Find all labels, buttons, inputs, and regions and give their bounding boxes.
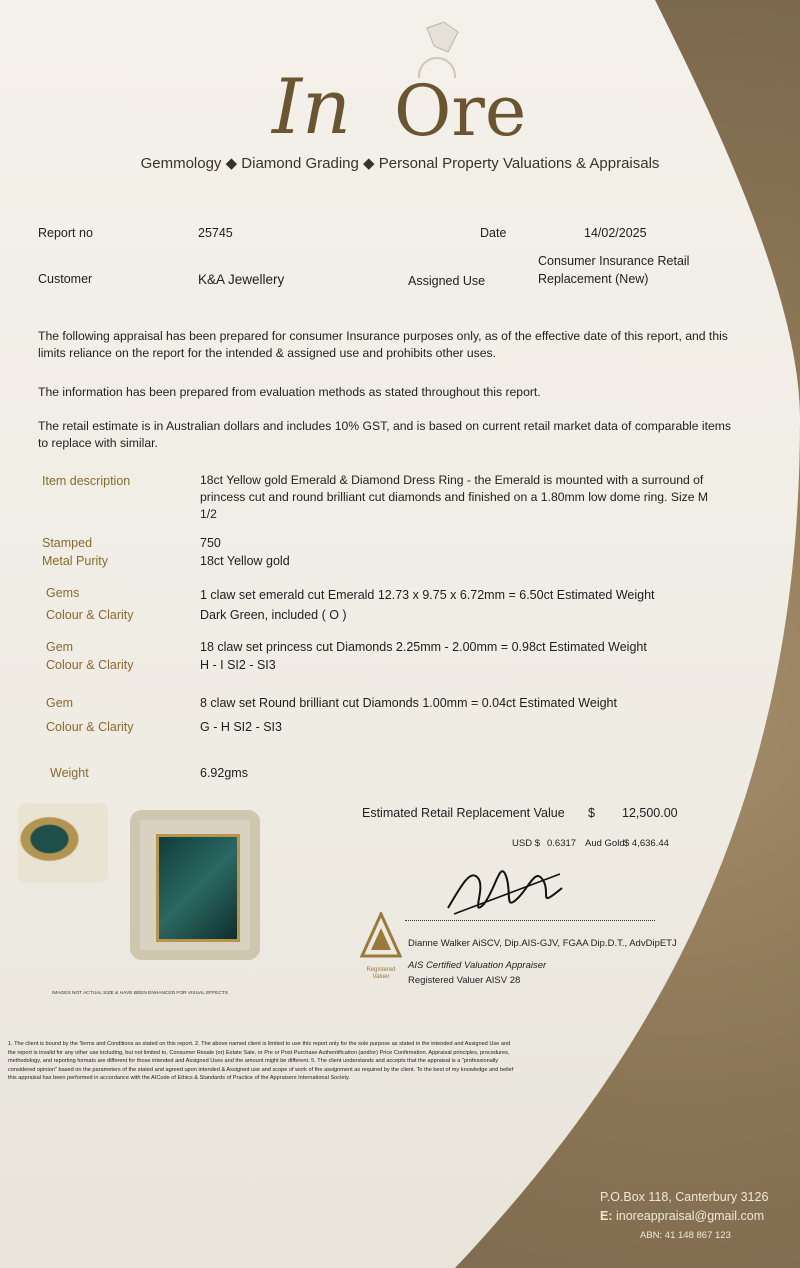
brand-logo bbox=[262, 18, 562, 152]
item-description-label: Item description bbox=[42, 474, 131, 488]
ring-front-photo bbox=[130, 810, 260, 960]
photo-caption: IMAGES NOT ACTUAL SIZE & HAVE BEEN ENHANCED FOR VISUAL EFFECTS bbox=[52, 991, 228, 996]
gem3-value: 8 claw set Round brilliant cut Diamonds 1.00mm = 0.04ct Estimated Weight bbox=[200, 696, 617, 710]
emerald-stone bbox=[156, 834, 240, 942]
gems-value: 1 claw set emerald cut Emerald 12.73 x 9.75 x 6.72mm = 6.50ct Estimated Weight bbox=[200, 588, 655, 602]
seal-text: Registered Valuer bbox=[366, 967, 396, 980]
weight-value: 6.92gms bbox=[200, 766, 248, 780]
appraiser-name: Dianne Walker AiSCV, Dip.AIS-GJV, FGAA Dip.D.T., AdvDipETJ bbox=[408, 938, 677, 949]
usd-rate: 0.6317 bbox=[547, 838, 577, 849]
gem2-value: 18 claw set princess cut Diamonds 2.25mm - 2.00mm = 0.98ct Estimated Weight bbox=[200, 640, 647, 654]
appraiser-registration: Registered Valuer AISV 28 bbox=[408, 975, 521, 986]
valuation-currency: $ bbox=[588, 806, 595, 820]
paragraph-retail-estimate: The retail estimate is in Australian dollars and includes 10% GST, and is based on current retail market data of comparable items to replace with similar. bbox=[38, 419, 732, 450]
valuation-label: Estimated Retail Replacement Value bbox=[362, 806, 565, 820]
contact-abn: ABN: 41 148 867 123 bbox=[640, 1230, 731, 1241]
gems-colour-clarity-label: Colour & Clarity bbox=[46, 608, 134, 622]
item-description-value: 18ct Yellow gold Emerald & Diamond Dress Ring - the Emerald is mounted with a surround of princess cut and round brilliant cut diamonds and finished on a 1.80mm low dome ring. Size M 1/2 bbox=[200, 473, 709, 521]
contact-email: inoreappraisal@gmail.com bbox=[615, 1209, 765, 1223]
gem3-label: Gem bbox=[46, 696, 74, 710]
customer-label: Customer bbox=[38, 272, 93, 286]
appraiser-title: AIS Certified Valuation Appraiser bbox=[408, 960, 547, 971]
valuer-seal bbox=[360, 912, 402, 982]
metal-purity-label: Metal Purity bbox=[42, 554, 108, 568]
gems-label: Gems bbox=[46, 586, 80, 600]
gem2-colour-clarity-label: Colour & Clarity bbox=[46, 658, 134, 672]
signature bbox=[440, 848, 570, 928]
aud-gold-label: Aud Gold bbox=[585, 838, 625, 849]
gem3-colour-clarity-value: G - H SI2 - SI3 bbox=[200, 720, 282, 734]
paragraph-methods: The information has been prepared from evaluation methods as stated throughout this report. bbox=[38, 385, 541, 399]
usd-label: USD $ bbox=[512, 838, 540, 849]
assigned-use-line2: Replacement (New) bbox=[538, 272, 649, 286]
signature-line bbox=[405, 920, 655, 921]
date-value: 14/02/2025 bbox=[584, 226, 647, 240]
customer-value: K&A Jewellery bbox=[198, 272, 285, 287]
valuation-amount: 12,500.00 bbox=[622, 806, 678, 820]
gems-colour-clarity-value: Dark Green, included ( O ) bbox=[200, 608, 347, 622]
contact-po-box: P.O.Box 118, Canterbury 3126 bbox=[600, 1190, 769, 1204]
stamped-label: Stamped bbox=[42, 536, 93, 550]
terms-text: 1. The client is bound by the Terms and Conditions as stated on this report. 2. The above named client is limited to use this report only for the sole purpose as stated in the intended and Assigned Use and the report is invalid for any other use including, but not limited to, Consumer Resale (or) Estate Sale, or Pre or Post Purchase Authentification (and/or) Price Confirmation. Appraisal principles, procedures, methodology, and reporting formats are different for those intended and Assigned Uses and the amount might be different. 5. The client understands and accepts that the appraisal is a "professionally considered opinion" based on the parameters of the stated and agreed upon intended & Assigned use and scope of work of the assignment as required by the client. To the best of my knowledge and belief this appraisal has been performed in accordance with the AICode of Ethics & Standards of Practice of the Appraisers International Society. bbox=[8, 1041, 514, 1082]
report-no-label: Report no bbox=[38, 226, 93, 240]
brand-tagline: Gemmology ◆ Diamond Grading ◆ Personal Property Valuations & Appraisals bbox=[140, 155, 660, 172]
metal-purity-value: 18ct Yellow gold bbox=[200, 554, 290, 568]
ring-side-photo bbox=[18, 803, 108, 883]
gem2-label: Gem bbox=[46, 640, 74, 654]
aud-gold-value: $ 4,636.44 bbox=[624, 838, 669, 849]
assigned-use-line1: Consumer Insurance Retail bbox=[538, 254, 690, 268]
logo-in-text: In bbox=[272, 62, 351, 151]
seal-emblem-icon bbox=[360, 912, 402, 962]
date-label: Date bbox=[480, 226, 507, 240]
gem3-colour-clarity-label: Colour & Clarity bbox=[46, 720, 134, 734]
gem2-colour-clarity-value: H - I SI2 - SI3 bbox=[200, 658, 276, 672]
report-no-value: 25745 bbox=[198, 226, 233, 240]
paragraph-purpose: The following appraisal has been prepared for consumer Insurance purposes only, as of the effective date of this report, and this limits reliance on the report for the intended & assigned use and prohibits other uses. bbox=[38, 329, 728, 360]
weight-label: Weight bbox=[50, 766, 89, 780]
logo-ore-text: Ore bbox=[394, 70, 527, 152]
contact-email-label: E: bbox=[600, 1209, 613, 1223]
assigned-use-label: Assigned Use bbox=[408, 274, 486, 288]
stamped-value: 750 bbox=[200, 536, 221, 550]
